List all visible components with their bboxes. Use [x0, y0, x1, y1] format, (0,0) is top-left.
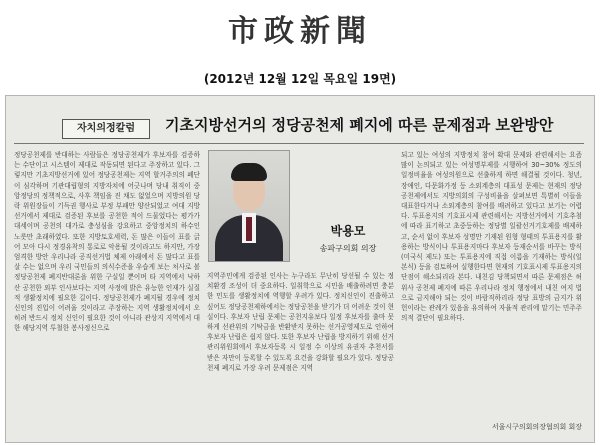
- article-headline: 기초지방선거의 정당공천제 폐지에 따른 문제점과 보완방안: [165, 116, 554, 134]
- author-photo: [208, 150, 290, 262]
- photo-tie: [246, 217, 252, 241]
- body-column-right: 되고 있는 여성의 지방정치 참여 확대 문제와 관련해서는 요즘 많이 논의되고 있는 여성명부제를 시행하여 30~30% 정도의 일정비율을 여성의원으로 선출하게 하면 해결될 것이다. 청년, 장애인, 다문화가정 등 소외계층의 대표성 문제는 현재의 정당공천제에서도 지방의회의 구성비율을 살펴보면 특별히 이들을 대표한다거나 소외계층의 참여를 배려하고 있다고 보기는 어렵다. 투표용지의 기호표시제 관련해서는 지방선거에서 기호추첨에 따라 표기하고 초중등하는 정당별 일괄선거기호제를 배제하고, 순서 없이 후보자 성명만 기재된 원형 형태의 투표용지를 활용하는 방식이나 투표용지마다 후보자 등재순서를 바꾸는 방식(미국식 제도) 또는 투표용지에 직접 이름을 기재하는 방식(일본식) 등을 검토하여 실행한다면 현재의 기호표시제 투표용지의 단점이 해소되리라 본다. 내친김 당책되면서 따른 문제점은 허위사 공천제 폐지에 따른 우리나라 정치 행정에서 내친 여지 법으로 금지해야 되는 것이 바람직하리라 정당 표방의 금지가 위헌이라는 관례가 있음을 유의하여 자율적 관리에 맡기는 민주주의적 결단이 필요하다.: [401, 151, 582, 323]
- body-column-middle: 지역주민에게 검증된 인사는 누구라도 무난히 당선될 수 있는 정치환경 조성이 더 중요하다. 일취학으로 시민을 배출하려면 충분한 민도를 생활정치에 역행할 우려가 있다. 정치신인이 진출하고 싶어도 정당공천제하에서는 정당공천을 받기가 더 어려운 것이 현실이다. 후보자 난립 문제는 공천지유보다 일정 후보자를 출마 못하게 선관위의 기탁금을 반환받지 못하는 선거공영제도로 인하여 후보자 난립은 쉽지 않다. 또한 후보자 난립을 방지하기 위해 선거관리위원회에서 후보자등록 시 일정 수 이상의 유권자 추천서를 받은 자만이 등록할 수 있도록 요건을 강화할 필요가 있다. 정당공천제 폐지로 가장 우려 문제점은 지역: [207, 272, 394, 372]
- newspaper-masthead: 市政新聞: [228, 14, 372, 49]
- author-title: 송파구의회 의장: [319, 244, 377, 253]
- dateline: (2012년 12월 12일 목요일 19면): [203, 72, 397, 86]
- headline-divider: [14, 143, 584, 144]
- photo-hair: [231, 163, 267, 181]
- column-tag: 자치의정칼럼: [62, 119, 150, 139]
- author-byline: 서울시구의회의장협의회 회장: [491, 423, 582, 431]
- author-name: 박용모: [330, 224, 366, 238]
- body-column-left: 정당공천제를 반대하는 사람들은 정당공천제가 후보자를 검증하는 수단이고 시스템이 제대로 작동되면 된다고 주장하고 있다. 그렇지만 기초지방선거에 있어 정당공천제는 지역 할거주의의 폐단이 심각하며 기관대립형의 지방자치에 어긋나며 당내 취직이 중앙정당의 정책적으로, 사후 책임을 진 채도 없었으며 지방의원 당락 위원장들이 기득권 행사로 부정 부패만 양산되었고 여대 지방선거에서 제대로 검증된 후보를 공천한 적이 드물었다는 평가가 대세이며 공천의 대가로 충성심을 강요하고 중앙정치의 하수인 노릇만 초래하였다. 또한 지방토호세력, 돈 많은 이들이 표를 긁어 모아 다시 정경유착의 통로로 악용될 것이라고도 하지만, 가장 엄격한 방안 우리나라 공직선거법 체제 아래에서 돈 많다고 표를 살 수는 없으며 우리 국민들의 의식수준을 우습게 보는 처사로 볼 정당공천제 폐지반대론을 위한 구실일 뿐이며 타 지역에서 낙하산 공천한 외부 인사보다는 지역 사정에 밝은 유능한 인재가 실질적 생활정치에 필요한 길이다. 정당공천제가 폐지될 경우에 정치신인의 진입이 어려울 것이라고 주장하는 지역 생활정치에서 오히려 반드시 정치 신인이 필요한 것이 아니라 관상지 지역에서 대한 해당지역 투철한 봉사정신으로: [14, 151, 200, 333]
